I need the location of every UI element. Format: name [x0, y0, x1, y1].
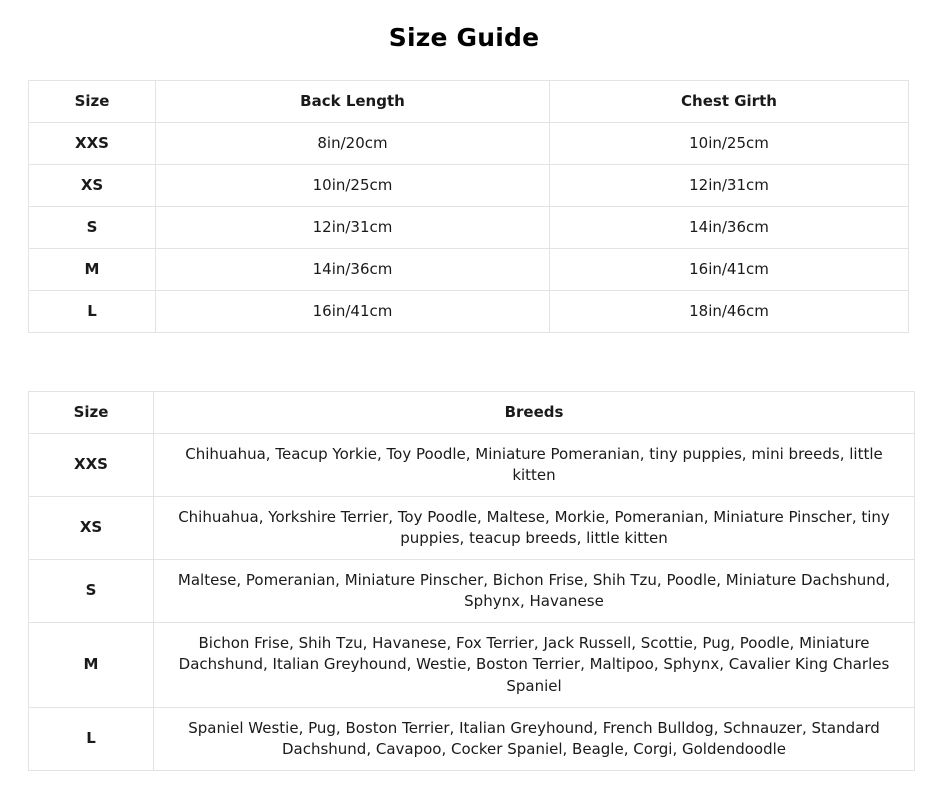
size-cell: XS	[29, 165, 156, 207]
chest-girth-cell: 16in/41cm	[550, 249, 909, 291]
size-cell: L	[29, 291, 156, 333]
chest-girth-cell: 18in/46cm	[550, 291, 909, 333]
table-header-row	[29, 81, 909, 123]
table-row	[29, 165, 909, 207]
back-length-cell: 16in/41cm	[156, 291, 550, 333]
table-row	[29, 291, 909, 333]
back-length-cell: 14in/36cm	[156, 249, 550, 291]
column-header-breeds: Breeds	[154, 392, 915, 434]
back-length-cell: 8in/20cm	[156, 123, 550, 165]
size-cell: XS	[29, 497, 154, 560]
size-cell: L	[29, 708, 154, 771]
breeds-cell: Chihuahua, Teacup Yorkie, Toy Poodle, Miniature Pomeranian, tiny puppies, mini breeds, little kitten	[154, 434, 915, 497]
size-cell: XXS	[29, 123, 156, 165]
column-header-back-length: Back Length	[156, 81, 550, 123]
chest-girth-cell: 14in/36cm	[550, 207, 909, 249]
table-row	[29, 123, 909, 165]
page-title: Size Guide	[388, 23, 540, 52]
back-length-cell: 10in/25cm	[156, 165, 550, 207]
table-row	[29, 623, 915, 708]
table-row	[29, 249, 909, 291]
size-cell: S	[29, 207, 156, 249]
table-row	[29, 497, 915, 560]
breeds-cell: Maltese, Pomeranian, Miniature Pinscher, Bichon Frise, Shih Tzu, Poodle, Miniature Dachshund, Sphynx, Havanese	[154, 560, 915, 623]
size-cell: S	[29, 560, 154, 623]
back-length-cell: 12in/31cm	[156, 207, 550, 249]
table-row	[29, 207, 909, 249]
column-header-size: Size	[29, 392, 154, 434]
column-header-size: Size	[29, 81, 156, 123]
table-header-row	[29, 392, 915, 434]
table-row	[29, 560, 915, 623]
breeds-table	[28, 391, 915, 771]
breeds-cell: Bichon Frise, Shih Tzu, Havanese, Fox Terrier, Jack Russell, Scottie, Pug, Poodle, Miniature Dachshund, Italian Greyhound, Westie, Boston Terrier, Maltipoo, Sphynx, Cavalier King Charles Spaniel	[154, 623, 915, 708]
column-header-chest-girth: Chest Girth	[550, 81, 909, 123]
breeds-cell: Chihuahua, Yorkshire Terrier, Toy Poodle, Maltese, Morkie, Pomeranian, Miniature Pinscher, tiny puppies, teacup breeds, little kitten	[154, 497, 915, 560]
table-row	[29, 434, 915, 497]
measurements-table	[28, 80, 909, 333]
size-cell: M	[29, 623, 154, 708]
chest-girth-cell: 12in/31cm	[550, 165, 909, 207]
table-row	[29, 708, 915, 771]
size-cell: M	[29, 249, 156, 291]
size-cell: XXS	[29, 434, 154, 497]
chest-girth-cell: 10in/25cm	[550, 123, 909, 165]
breeds-cell: Spaniel Westie, Pug, Boston Terrier, Italian Greyhound, French Bulldog, Schnauzer, Standard Dachshund, Cavapoo, Cocker Spaniel, Beagle, Corgi, Goldendoodle	[154, 708, 915, 771]
